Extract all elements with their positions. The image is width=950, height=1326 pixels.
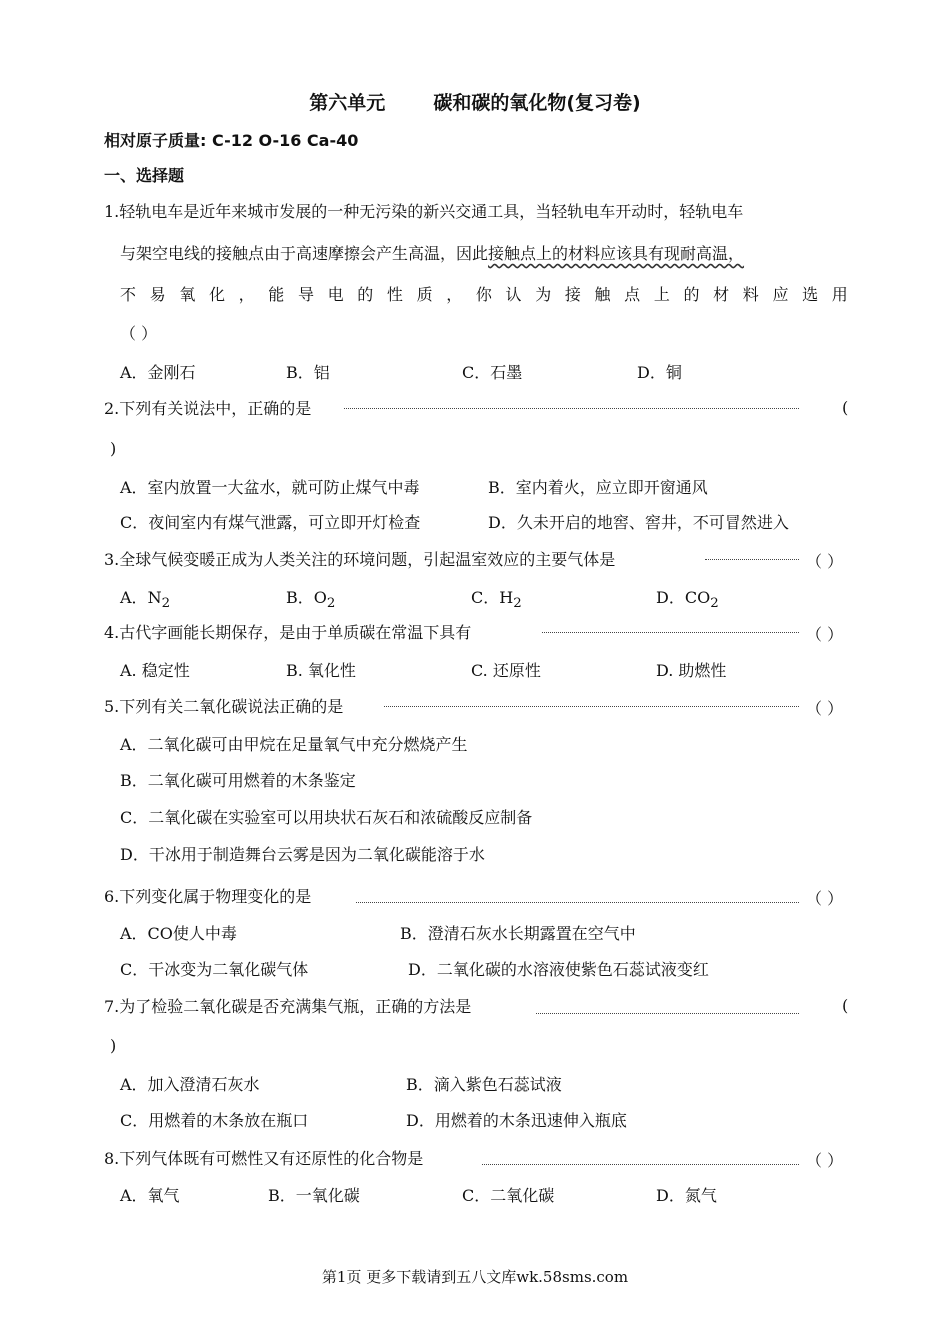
q1-line3-char: 不 <box>120 285 137 304</box>
atomic-masses: 相对原子质量: C-12 O-16 Ca-40 <box>104 131 359 150</box>
q8-option-c: C．二氧化碳 <box>462 1186 555 1205</box>
q6-paren: （ ） <box>806 889 844 908</box>
q1-line3-char: 材 <box>713 285 730 304</box>
q6-leader <box>356 902 799 903</box>
title-topic: 碳和碳的氧化物(复习卷) <box>433 92 641 114</box>
q2-stem: 2.下列有关说法中，正确的是 <box>104 399 312 418</box>
q3-option-c-label: C． <box>471 588 500 607</box>
q4-leader <box>542 632 799 633</box>
q7-option-c: C．用燃着的木条放在瓶口 <box>120 1111 309 1130</box>
q6-option-d: D．二氧化碳的水溶液使紫色石蕊试液变红 <box>408 960 709 979</box>
q3-option-c-subscript: 2 <box>513 596 522 612</box>
q1-line2-b: 接触点上的材料应该具有现耐高温， <box>488 244 745 263</box>
q1-line3-char: 你 <box>475 285 492 304</box>
q2-paren-open: ( <box>842 398 849 417</box>
q3-option-c <box>471 587 522 615</box>
q8-stem: 8.下列气体既有可燃性又有还原性的化合物是 <box>104 1149 424 1168</box>
q3-option-d-formula: CO <box>684 588 711 607</box>
q1-option-a: A．金刚石 <box>120 363 196 382</box>
q5-option-b: B．二氧化碳可用燃着的木条鉴定 <box>120 771 356 790</box>
q1-line3-char: 易 <box>149 285 166 304</box>
q8-option-a: A．氧气 <box>120 1186 180 1205</box>
q5-option-a: A．二氧化碳可由甲烷在足量氧气中充分燃烧产生 <box>120 735 468 754</box>
q1-line3-char: 为 <box>535 285 552 304</box>
q1-line3 <box>120 284 848 306</box>
q2-option-b: B．室内着火，应立即开窗通风 <box>488 478 708 497</box>
q1-line1: 1.轻轨电车是近年来城市发展的一种无污染的新兴交通工具，当轻轨电车开动时，轻轨电车 <box>104 202 744 221</box>
q7-paren-open: ( <box>842 996 849 1015</box>
q6-option-a: A．CO使人中毒 <box>120 924 237 943</box>
q3-option-b-label: B． <box>286 588 314 607</box>
q1-line3-char: 选 <box>802 285 819 304</box>
q5-option-d: D．干冰用于制造舞台云雾是因为二氧化碳能溶于水 <box>120 845 485 864</box>
q3-option-b-subscript: 2 <box>326 596 336 612</box>
q6-stem: 6.下列变化属于物理变化的是 <box>104 887 312 906</box>
q3-paren: （ ） <box>806 552 844 571</box>
q1-line2-a: 与架空电线的接触点由于高速摩擦会产生高温，因此 <box>120 244 489 263</box>
q1-line3-char: 认 <box>505 285 522 304</box>
q1-line3-char: ， <box>446 285 463 304</box>
q1-line3-char: 氧 <box>179 285 196 304</box>
q7-option-d: D．用燃着的木条迅速伸入瓶底 <box>406 1111 627 1130</box>
q4-stem: 4.古代字画能长期保存，是由于单质碳在常温下具有 <box>104 623 472 642</box>
q4-paren: （ ） <box>806 625 844 644</box>
q3-leader <box>705 559 799 560</box>
q2-option-c: C．夜间室内有煤气泄露，可立即开灯检查 <box>120 513 421 532</box>
q3-option-d-label: D． <box>656 588 685 607</box>
q1-line3-char: 料 <box>742 285 759 304</box>
q4-option-c: C. 还原性 <box>471 661 541 680</box>
q7-paren-close: ) <box>110 1036 117 1055</box>
q3-stem: 3.全球气候变暖正成为人类关注的环境问题，引起温室效应的主要气体是 <box>104 550 616 569</box>
q7-stem: 7.为了检验二氧化碳是否充满集气瓶，正确的方法是 <box>104 997 472 1016</box>
q3-option-d-subscript: 2 <box>710 596 719 612</box>
q3-option-a-label: A． <box>120 588 148 607</box>
q1-line3-char: 点 <box>624 285 641 304</box>
q2-paren-close: ) <box>110 439 117 458</box>
q4-option-b: B. 氧化性 <box>286 661 356 680</box>
q1-line3-char: 能 <box>268 285 285 304</box>
q5-leader <box>384 706 799 707</box>
q1-line3-char: 的 <box>357 285 374 304</box>
q3-option-a-formula: N <box>147 588 162 607</box>
q1-line3-char: 的 <box>683 285 700 304</box>
page-footer: 第1页 更多下载请到五八文库wk.58sms.com <box>321 1268 629 1286</box>
q4-option-d: D. 助燃性 <box>656 661 727 680</box>
q3-option-a <box>120 587 170 615</box>
title-unit: 第六单元 <box>309 92 386 114</box>
q8-leader <box>482 1164 799 1165</box>
q1-line3-char: 电 <box>327 285 344 304</box>
q1-line3-char: 接 <box>564 285 581 304</box>
q5-option-c: C．二氧化碳在实验室可以用块状石灰石和浓硫酸反应制备 <box>120 808 533 827</box>
q1-line3-char: 导 <box>297 285 314 304</box>
section-heading: 一、选择题 <box>104 166 185 185</box>
q3-option-a-subscript: 2 <box>161 596 171 612</box>
q5-paren: （ ） <box>806 699 844 718</box>
q8-option-d: D．氮气 <box>656 1186 717 1205</box>
q2-option-d: D．久未开启的地窖、窖井，不可冒然进入 <box>488 513 789 532</box>
q3-option-d <box>656 587 719 615</box>
q8-option-b: B．一氧化碳 <box>268 1186 360 1205</box>
q4-option-a: A. 稳定性 <box>120 661 190 680</box>
q1-line3-char: ， <box>238 285 255 304</box>
q1-line3-char: 应 <box>772 285 789 304</box>
q3-option-b-formula: O <box>313 588 327 607</box>
q1-answer-paren: （ ） <box>120 324 158 343</box>
q1-option-c: C．石墨 <box>462 363 523 382</box>
q7-leader <box>536 1013 799 1014</box>
q2-option-a: A．室内放置一大盆水，就可防止煤气中毒 <box>120 478 420 497</box>
q6-option-b: B．澄清石灰水长期露置在空气中 <box>400 924 636 943</box>
q7-option-a: A．加入澄清石灰水 <box>120 1075 260 1094</box>
q1-option-b: B．铝 <box>286 363 330 382</box>
page-title <box>0 88 950 115</box>
q6-option-c: C．干冰变为二氧化碳气体 <box>120 960 309 979</box>
q8-paren: （ ） <box>806 1151 844 1170</box>
q1-line3-char: 触 <box>594 285 611 304</box>
q1-line3-char: 化 <box>208 285 225 304</box>
q1-line3-char: 用 <box>831 285 848 304</box>
q1-line3-char: 质 <box>416 285 433 304</box>
q3-option-b <box>286 587 335 615</box>
q2-leader <box>344 408 799 409</box>
q1-line3-char: 上 <box>653 285 670 304</box>
q5-stem: 5.下列有关二氧化碳说法正确的是 <box>104 697 344 716</box>
q1-line2 <box>120 243 744 265</box>
q1-option-d: D．铜 <box>637 363 682 382</box>
q7-option-b: B．滴入紫色石蕊试液 <box>406 1075 562 1094</box>
q1-line3-char: 性 <box>386 285 403 304</box>
q3-option-c-formula: H <box>499 588 514 607</box>
